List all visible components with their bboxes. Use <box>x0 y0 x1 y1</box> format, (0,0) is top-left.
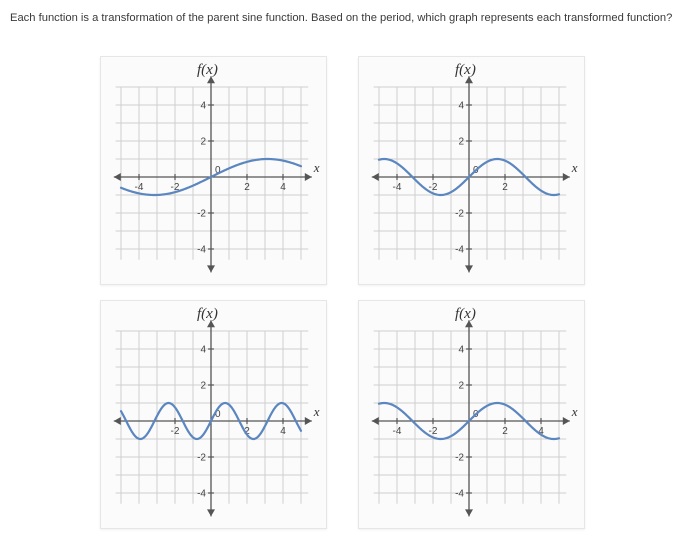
x-axis-arrow-right <box>563 173 570 181</box>
y-axis-arrow-down <box>465 265 473 272</box>
y-tick-label: 4 <box>458 100 464 112</box>
y-axis-label: f(x) <box>197 306 218 323</box>
y-axis-arrow-down <box>465 509 473 516</box>
x-axis-label: x <box>313 160 320 175</box>
graph-top-right <box>359 57 584 284</box>
x-tick-label: 2 <box>244 426 250 437</box>
graph-card-bottom-right[interactable] <box>358 300 585 529</box>
y-tick-label: -2 <box>197 208 206 220</box>
y-tick-label: 2 <box>200 136 206 148</box>
y-tick-label: -2 <box>455 452 464 464</box>
graph-card-top-right[interactable] <box>358 56 585 285</box>
graph-bottom-right <box>359 301 584 528</box>
y-axis-arrow-down <box>207 509 215 516</box>
x-axis-arrow-right <box>305 417 312 425</box>
graph-bottom-left <box>101 301 326 528</box>
question-text: Each function is a transformation of the parent sine function. Based on the period, which graph represents each transformed function? <box>10 12 673 24</box>
origin-label: 0 <box>473 409 479 420</box>
y-tick-label: -4 <box>197 244 206 256</box>
x-tick-label: -2 <box>428 426 438 437</box>
origin-label: 0 <box>473 165 479 176</box>
grid <box>374 331 567 504</box>
x-axis-arrow-left <box>372 417 379 425</box>
x-tick-label: -4 <box>392 426 402 437</box>
y-tick-label: -4 <box>455 244 464 256</box>
x-axis-arrow-right <box>305 173 312 181</box>
graph-card-top-left[interactable] <box>100 56 327 285</box>
y-axis-label: f(x) <box>455 306 476 323</box>
graph-card-bottom-left[interactable] <box>100 300 327 529</box>
x-axis-arrow-right <box>563 417 570 425</box>
x-tick-label: 2 <box>502 426 508 437</box>
x-axis-label: x <box>313 404 320 419</box>
x-tick-label: -4 <box>392 182 402 193</box>
y-tick-label: 2 <box>458 380 464 392</box>
x-axis-label: x <box>571 404 578 419</box>
x-tick-label: 2 <box>244 182 250 193</box>
x-axis-label: x <box>571 160 578 175</box>
origin-label: 0 <box>215 165 221 176</box>
graph-top-left <box>101 57 326 284</box>
y-tick-label: -4 <box>455 488 464 500</box>
x-tick-label: -2 <box>428 182 438 193</box>
grid <box>116 87 309 260</box>
origin-label: 0 <box>215 409 221 420</box>
y-tick-label: 4 <box>200 100 206 112</box>
y-tick-label: 4 <box>458 344 464 356</box>
x-axis-arrow-left <box>372 173 379 181</box>
x-tick-label: -2 <box>170 182 180 193</box>
axes <box>114 76 312 272</box>
x-tick-label: 4 <box>538 426 544 437</box>
y-tick-label: 4 <box>200 344 206 356</box>
x-tick-label: 4 <box>280 426 286 437</box>
y-tick-label: -2 <box>197 452 206 464</box>
x-tick-label: -4 <box>134 182 144 193</box>
x-axis-arrow-left <box>114 173 121 181</box>
y-axis-label: f(x) <box>455 62 476 79</box>
x-tick-label: 2 <box>502 182 508 193</box>
y-tick-label: 2 <box>200 380 206 392</box>
x-tick-label: 4 <box>280 182 286 193</box>
x-tick-label: -2 <box>170 426 180 437</box>
y-tick-label: 2 <box>458 136 464 148</box>
y-tick-label: -2 <box>455 208 464 220</box>
x-axis-arrow-left <box>114 417 121 425</box>
grid <box>374 87 567 260</box>
y-tick-label: -4 <box>197 488 206 500</box>
y-axis-label: f(x) <box>197 62 218 79</box>
y-axis-arrow-down <box>207 265 215 272</box>
